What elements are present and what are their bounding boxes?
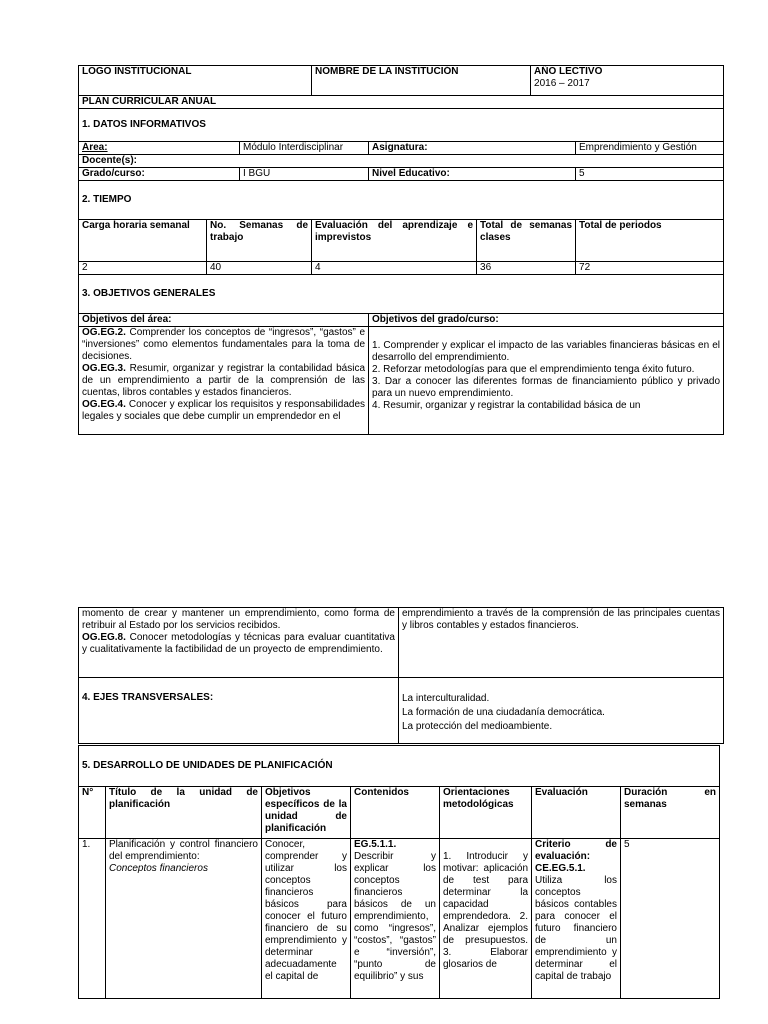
plan-table-page1 [78, 65, 724, 435]
area-objective [82, 399, 365, 423]
objective-code: OG.EG.4. [82, 399, 126, 410]
logo-cell: LOGO INSTITUCIONAL [79, 66, 312, 96]
units-header-duration: Duración en semanas [621, 787, 720, 839]
grado-objectives-continued: emprendimiento a través de la comprensión de las principales cuentas y libros contables y estados financieros. [399, 608, 724, 678]
grado-label: Grado/curso: [79, 168, 240, 181]
asignatura-value: Emprendimiento y Gestión [576, 142, 724, 155]
objective-text: Conocer y explicar los requisitos y responsabilidades legales y sociales que debe cumplir un emprendedor en el [82, 399, 366, 422]
objective-text: Resumir, organizar y registrar la contabilidad básica de un emprendimiento a partir de la comprensión de las cuentas, libros contables y estados financieros. [82, 363, 366, 398]
time-header-periodos: Total de periodos [576, 220, 724, 262]
units-header-objectives: Objetivos específicos de la unidad de planificación [262, 787, 351, 839]
unit-num: 1. [79, 839, 106, 999]
school-year-cell [531, 66, 724, 96]
time-header-carga: Carga horaria semanal [79, 220, 207, 262]
plan-table-page2 [78, 607, 724, 744]
area-objectives-cell [79, 327, 369, 435]
section2-title: 2. TIEMPO [79, 181, 724, 220]
grado-objective: 4. Resumir, organizar y registrar la contabilidad básica de un [372, 400, 641, 411]
unit-subtitle: Conceptos financieros [109, 863, 208, 874]
grado-objectives-cell [369, 327, 724, 435]
unit-title: Planificación y control financiero del emprendimiento: [109, 839, 258, 862]
area-objective [82, 327, 365, 363]
school-year-value: 2016 – 2017 [534, 78, 590, 89]
objective-text: Comprender los conceptos de “ingresos”, “gastos” e “inversiones” como elementos fundamentales para la toma de decisiones. [82, 327, 366, 362]
time-value-evaluacion: 4 [312, 262, 477, 275]
area-objectives-header: Objetivos del área: [79, 314, 369, 327]
grado-objectives-header: Objetivos del grado/curso: [369, 314, 724, 327]
asignatura-label: Asignatura: [369, 142, 576, 155]
nivel-label: Nivel Educativo: [369, 168, 576, 181]
table-row [79, 839, 720, 999]
unit-methodology: 1. Introducir y motivar: aplicación de test para determinar la capacidad emprendedora. 2. Analizar ejemplos de presupuestos. 3. Elaborar glosarios de [440, 839, 532, 999]
eje-item: La interculturalidad. [402, 693, 490, 704]
area-label: Área: [79, 142, 240, 155]
content-code: EG.5.1.1. [354, 839, 397, 850]
unit-duration: 5 [621, 839, 720, 999]
eje-item: La formación de una ciudadanía democrática. [402, 707, 605, 718]
time-value-total-semanas: 36 [477, 262, 576, 275]
school-year-label: AÑO LECTIVO [534, 66, 603, 77]
section5-title: 5. DESARROLLO DE UNIDADES DE PLANIFICACIÓN [79, 746, 720, 787]
objective-text: Conocer metodologías y técnicas para evaluar cuantitativa y cualitativamente la factibilidad de un proyecto de emprendimiento. [82, 632, 395, 655]
unit-title-cell [106, 839, 262, 999]
area-objective [82, 632, 395, 656]
section1-title: 1. DATOS INFORMATIVOS [79, 109, 724, 142]
section4-title: 4. EJES TRANSVERSALES: [79, 678, 399, 744]
time-header-total-semanas: Total de semanas clases [477, 220, 576, 262]
grado-objective: 1. Comprender y explicar el impacto de las variables financieras básicas en el desarrollo del emprendimiento. [372, 340, 721, 363]
content-text: Describir y explicar los conceptos financieros básicos de un emprendimiento, como “ingresos”, “costos”, “gastos” e “inversión”, “punto de equilibrio” y sus [354, 851, 436, 982]
unit-objectives: Conocer, comprender y utilizar los conceptos financieros básicos para conocer el futuro financiero de su emprendimiento y determinar adecuadamente el capital de [262, 839, 351, 999]
grado-value: I BGU [240, 168, 369, 181]
area-value: Módulo Interdisciplinar [240, 142, 369, 155]
eval-text: Utiliza los conceptos básicos contables para conocer el futuro financiero de un emprendimiento y determinar el capital de trabajo [535, 875, 617, 982]
units-header-evaluation: Evaluación [532, 787, 621, 839]
plan-title: PLAN CURRICULAR ANUAL [79, 96, 724, 109]
time-value-periodos: 72 [576, 262, 724, 275]
units-header-title: Título de la unidad de planificación [106, 787, 262, 839]
area-objectives-continued [79, 608, 399, 678]
eval-code: CE.EG.5.1. [535, 863, 586, 874]
units-header-methodology: Orientaciones metodológicas [440, 787, 532, 839]
eval-label: Criterio de evaluación: [535, 839, 617, 862]
eje-item: La protección del medioambiente. [402, 721, 553, 732]
time-header-evaluacion: Evaluación del aprendizaje e imprevistos [312, 220, 477, 262]
objective-code: OG.EG.8. [82, 632, 126, 643]
area-objective-continued: momento de crear y mantener un emprendimiento, como forma de retribuir al Estado por los servicios recibidos. [82, 608, 395, 631]
unit-evaluation-cell [532, 839, 621, 999]
spacer [372, 327, 720, 340]
units-table [78, 745, 720, 999]
objective-code: OG.EG.3. [82, 363, 126, 374]
ejes-list [399, 678, 724, 744]
time-header-semanas: No. Semanas de trabajo [207, 220, 312, 262]
units-header-num: N° [79, 787, 106, 839]
area-objective [82, 363, 365, 399]
time-value-carga: 2 [79, 262, 207, 275]
grado-objective: 2. Reforzar metodologías para que el emprendimiento tenga éxito futuro. [372, 364, 695, 375]
nivel-value: 5 [576, 168, 724, 181]
section3-title: 3. OBJETIVOS GENERALES [79, 275, 724, 314]
institution-name-cell: NOMBRE DE LA INSTITUCIÓN [312, 66, 531, 96]
objective-code: OG.EG.2. [82, 327, 126, 338]
docente-label: Docente(s): [79, 155, 724, 168]
time-value-semanas: 40 [207, 262, 312, 275]
unit-contents-cell [351, 839, 440, 999]
grado-objective: 3. Dar a conocer las diferentes formas de financiamiento público y privado para un nuevo emprendimiento. [372, 376, 721, 399]
units-header-contents: Contenidos [351, 787, 440, 839]
